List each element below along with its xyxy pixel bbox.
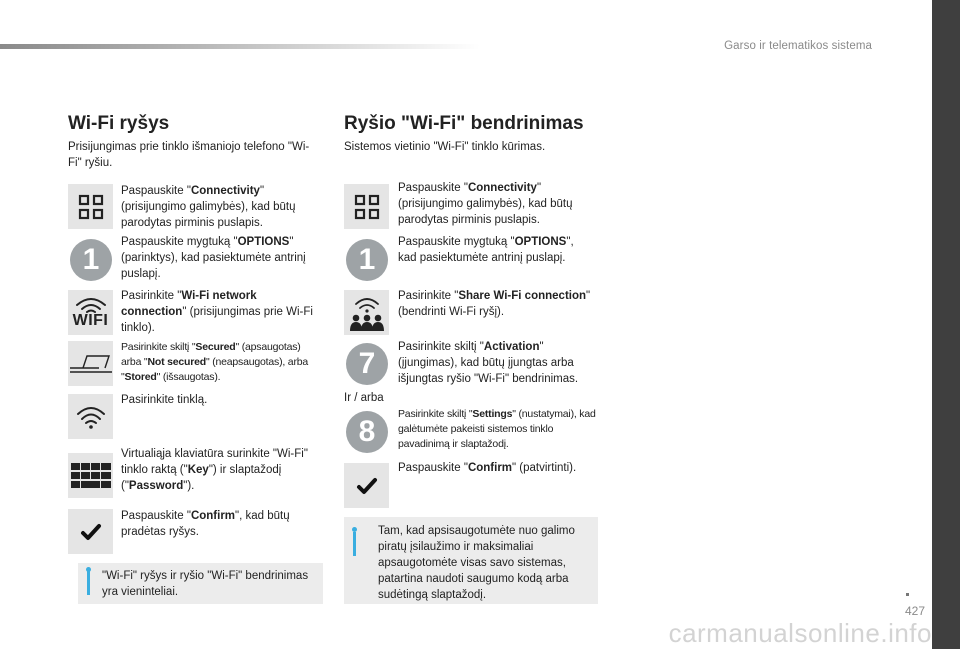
- header-rule: [0, 44, 480, 49]
- left-step4-text: Pasirinkite skiltį "Secured" (apsaugotas) arba "Not secured" (neapsaugotas), arba "Stored" (išsaugotas).: [121, 341, 309, 383]
- or-label: Ir / arba: [344, 392, 384, 404]
- grid-apps-icon: [78, 194, 104, 220]
- share-wifi-tile: [344, 290, 389, 335]
- page-number: 427: [904, 604, 925, 618]
- left-step1-text: Paspauskite "Connectivity" (prisijungimo galimybės), kad būtų parodytas pirminis puslapis.: [121, 185, 296, 229]
- share-wifi-icon: [348, 294, 386, 332]
- info-icon-bar: [353, 532, 356, 556]
- left-step5-text: Pasirinkite tinklą.: [121, 394, 208, 406]
- right-intro: Sistemos vietinio "Wi-Fi" tinklo kūrimas.: [344, 141, 546, 153]
- right-step2-text: Paspauskite mygtuką "OPTIONS", kad pasiektumėte antrinį puslapį.: [398, 236, 574, 264]
- left-step3-text: Pasirinkite "Wi-Fi network connection" (prisijungimas prie Wi-Fi tinklo).: [121, 290, 313, 334]
- right-note-text: Tam, kad apsisaugotumėte nuo galimo piratų įsilaužimo ir maksimaliai apsaugotomėte visas savo sistemas, patartina naudoti saugumo kodą arba sudėtingą slaptažodį.: [378, 525, 575, 601]
- confirm-tile-right: [344, 463, 389, 508]
- connectivity-tile-right: [344, 184, 389, 229]
- wifi-select-tile: [68, 394, 113, 439]
- checkmark-icon: [356, 477, 378, 495]
- step-badge-1: 1: [70, 239, 112, 281]
- wifi-network-tile: [68, 290, 113, 335]
- right-step5-text: Pasirinkite skiltį "Settings" (nustatymai), kad galėtumėte pakeisti sistemos tinklo pavadinimą ir slaptažodį.: [398, 408, 596, 450]
- left-step7-text: Paspauskite "Confirm", kad būtų pradėtas ryšys.: [121, 510, 290, 538]
- right-step6-text: Paspauskite "Confirm" (patvirtinti).: [398, 462, 577, 474]
- wifi-logo-icon: [74, 297, 108, 313]
- left-step2-text: Paspauskite mygtuką "OPTIONS" (parinktys), kad pasiektumėte antrinį puslapį.: [121, 236, 306, 280]
- tab-selector-tile: [68, 341, 113, 386]
- wifi-logo-text: WIFI: [72, 311, 109, 329]
- left-section-title: Wi-Fi ryšys: [68, 113, 170, 134]
- tab-selector-icon: [69, 354, 113, 374]
- right-step1-text: Paspauskite "Connectivity" (prisijungimo galimybės), kad būtų parodytas pirminis puslapis.: [398, 182, 573, 226]
- page-marker: [906, 593, 909, 596]
- header-title: Garso ir telematikos sistema: [724, 40, 872, 52]
- watermark: carmanualsonline.info: [668, 618, 932, 648]
- step-badge-8: 8: [346, 411, 388, 453]
- right-info-note: [344, 517, 598, 604]
- info-icon-bar: [87, 571, 90, 595]
- wifi-icon: [76, 404, 106, 430]
- connectivity-tile: [68, 184, 113, 229]
- right-step4-text: Pasirinkite skiltį "Activation" (įjungimas), kad būtų įjungtas arba išjungtas ryšio "Wi-Fi" bendrinimas.: [398, 341, 579, 385]
- step-badge-7: 7: [346, 343, 388, 385]
- keyboard-tile: [68, 453, 113, 498]
- left-step6-text: Virtualiąja klaviatūra surinkite "Wi-Fi" tinklo raktą ("Key") ir slaptažodį ("Password").: [121, 448, 308, 492]
- keyboard-icon: [71, 463, 111, 489]
- left-note-text: "Wi-Fi" ryšys ir ryšio "Wi-Fi" bendrinimas yra vieninteliai.: [102, 570, 309, 598]
- right-section-title: Ryšio "Wi-Fi" bendrinimas: [344, 113, 584, 134]
- confirm-tile: [68, 509, 113, 554]
- step-badge-1-right: 1: [346, 239, 388, 281]
- page-edge-tab: [932, 0, 960, 649]
- left-info-note: [78, 563, 323, 604]
- right-step3-text: Pasirinkite "Share Wi-Fi connection" (bendrinti Wi-Fi ryšį).: [398, 290, 591, 318]
- left-intro: Prisijungimas prie tinklo išmaniojo telefono "Wi-Fi" ryšiu.: [68, 141, 310, 169]
- checkmark-icon: [80, 523, 102, 541]
- grid-apps-icon: [354, 194, 380, 220]
